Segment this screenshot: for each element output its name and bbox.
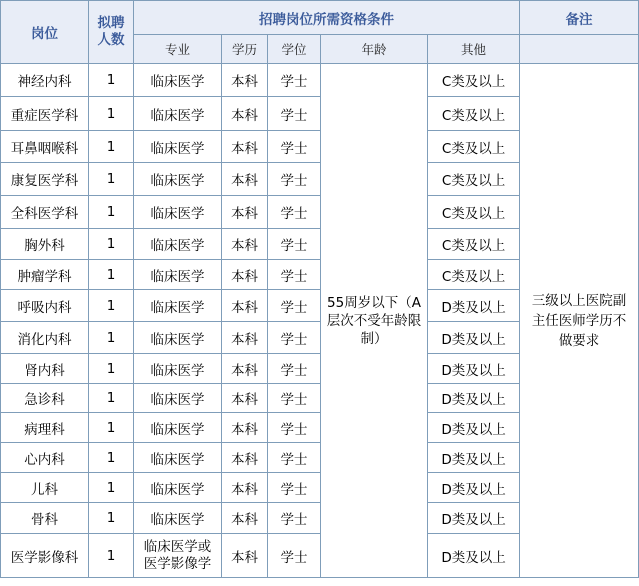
cell-other: D类及以上: [428, 534, 520, 578]
cell-degree: 学士: [268, 473, 321, 503]
cell-headcount: 1: [89, 354, 134, 384]
cell-degree: 学士: [268, 64, 321, 97]
cell-education: 本科: [222, 64, 268, 97]
cell-education: 本科: [222, 503, 268, 534]
cell-headcount: 1: [89, 534, 134, 578]
cell-degree: 学士: [268, 322, 321, 354]
header-education: 学历: [222, 35, 268, 64]
cell-other: C类及以上: [428, 163, 520, 196]
cell-other: D类及以上: [428, 473, 520, 503]
cell-other: D类及以上: [428, 443, 520, 473]
cell-education: 本科: [222, 473, 268, 503]
cell-headcount: 1: [89, 64, 134, 97]
cell-position: 心内科: [1, 443, 89, 473]
cell-major: 临床医学: [134, 503, 222, 534]
cell-major: 临床医学: [134, 354, 222, 384]
header-age: 年龄: [321, 35, 428, 64]
cell-major: 临床医学或医学影像学: [134, 534, 222, 578]
cell-headcount: 1: [89, 131, 134, 163]
cell-education: 本科: [222, 384, 268, 413]
header-remarks-blank: [520, 35, 639, 64]
cell-major: 临床医学: [134, 443, 222, 473]
cell-education: 本科: [222, 229, 268, 260]
cell-other: C类及以上: [428, 229, 520, 260]
cell-education: 本科: [222, 443, 268, 473]
cell-headcount: 1: [89, 97, 134, 131]
cell-degree: 学士: [268, 354, 321, 384]
cell-degree: 学士: [268, 229, 321, 260]
cell-headcount: 1: [89, 443, 134, 473]
header-conditions: 招聘岗位所需资格条件: [134, 1, 520, 35]
cell-other: C类及以上: [428, 260, 520, 290]
cell-degree: 学士: [268, 413, 321, 443]
cell-other: D类及以上: [428, 354, 520, 384]
cell-education: 本科: [222, 534, 268, 578]
cell-other: D类及以上: [428, 503, 520, 534]
cell-age-requirement: 55周岁以下（A层次不受年龄限制）: [321, 64, 428, 578]
cell-position: 儿科: [1, 473, 89, 503]
cell-remark: 三级以上医院副主任医师学历不做要求: [520, 64, 639, 578]
cell-position: 消化内科: [1, 322, 89, 354]
cell-major: 临床医学: [134, 229, 222, 260]
cell-headcount: 1: [89, 163, 134, 196]
cell-headcount: 1: [89, 473, 134, 503]
cell-major: 临床医学: [134, 384, 222, 413]
cell-education: 本科: [222, 131, 268, 163]
cell-position: 神经内科: [1, 64, 89, 97]
cell-major: 临床医学: [134, 413, 222, 443]
cell-degree: 学士: [268, 97, 321, 131]
cell-major: 临床医学: [134, 290, 222, 322]
cell-education: 本科: [222, 196, 268, 229]
cell-position: 胸外科: [1, 229, 89, 260]
cell-degree: 学士: [268, 443, 321, 473]
cell-education: 本科: [222, 322, 268, 354]
header-headcount: 拟聘 人数: [89, 1, 134, 64]
cell-headcount: 1: [89, 196, 134, 229]
cell-education: 本科: [222, 163, 268, 196]
cell-major: 临床医学: [134, 473, 222, 503]
cell-degree: 学士: [268, 503, 321, 534]
cell-degree: 学士: [268, 534, 321, 578]
cell-major: 临床医学: [134, 196, 222, 229]
cell-position: 全科医学科: [1, 196, 89, 229]
cell-major: 临床医学: [134, 260, 222, 290]
cell-headcount: 1: [89, 290, 134, 322]
table-body: [1, 64, 639, 578]
cell-headcount: 1: [89, 384, 134, 413]
cell-headcount: 1: [89, 503, 134, 534]
cell-position: 呼吸内科: [1, 290, 89, 322]
cell-major: 临床医学: [134, 131, 222, 163]
cell-other: D类及以上: [428, 413, 520, 443]
cell-other: D类及以上: [428, 384, 520, 413]
cell-degree: 学士: [268, 290, 321, 322]
cell-other: C类及以上: [428, 97, 520, 131]
cell-position: 急诊科: [1, 384, 89, 413]
header-other: 其他: [428, 35, 520, 64]
cell-headcount: 1: [89, 413, 134, 443]
cell-education: 本科: [222, 260, 268, 290]
cell-position: 康复医学科: [1, 163, 89, 196]
table-row: [1, 64, 639, 97]
cell-position: 骨科: [1, 503, 89, 534]
cell-position: 病理科: [1, 413, 89, 443]
cell-position: 医学影像科: [1, 534, 89, 578]
cell-education: 本科: [222, 290, 268, 322]
cell-headcount: 1: [89, 260, 134, 290]
cell-other: C类及以上: [428, 196, 520, 229]
cell-education: 本科: [222, 354, 268, 384]
cell-position: 肿瘤学科: [1, 260, 89, 290]
cell-other: C类及以上: [428, 131, 520, 163]
header-major: 专业: [134, 35, 222, 64]
cell-degree: 学士: [268, 384, 321, 413]
cell-position: 肾内科: [1, 354, 89, 384]
cell-headcount: 1: [89, 229, 134, 260]
cell-education: 本科: [222, 413, 268, 443]
cell-degree: 学士: [268, 260, 321, 290]
cell-degree: 学士: [268, 131, 321, 163]
cell-headcount: 1: [89, 322, 134, 354]
cell-other: D类及以上: [428, 290, 520, 322]
cell-other: D类及以上: [428, 322, 520, 354]
cell-major: 临床医学: [134, 163, 222, 196]
cell-education: 本科: [222, 97, 268, 131]
cell-major: 临床医学: [134, 97, 222, 131]
cell-major: 临床医学: [134, 64, 222, 97]
cell-major: 临床医学: [134, 322, 222, 354]
cell-position: 耳鼻咽喉科: [1, 131, 89, 163]
cell-position: 重症医学科: [1, 97, 89, 131]
header-position: 岗位: [1, 1, 89, 64]
cell-degree: 学士: [268, 196, 321, 229]
header-remarks: 备注: [520, 1, 639, 35]
cell-other: C类及以上: [428, 64, 520, 97]
cell-degree: 学士: [268, 163, 321, 196]
header-degree: 学位: [268, 35, 321, 64]
